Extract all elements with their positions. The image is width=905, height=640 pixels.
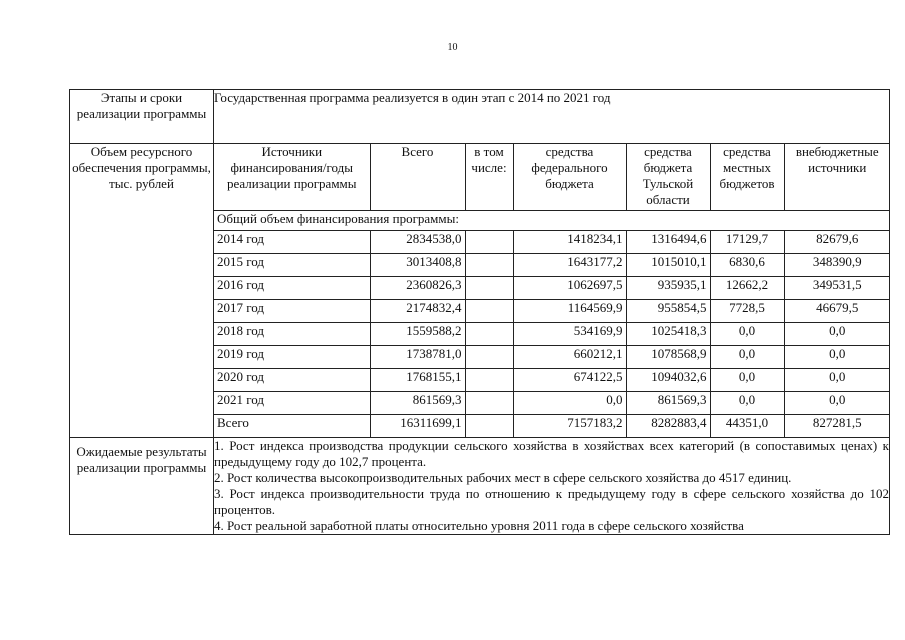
row-extrabudget: 0,0 xyxy=(784,369,890,392)
funding-row xyxy=(70,144,890,438)
row-including xyxy=(465,277,513,300)
row-federal: 0,0 xyxy=(513,392,626,415)
row-regional: 1078568,9 xyxy=(626,346,710,369)
row-including xyxy=(465,231,513,254)
table-row xyxy=(214,300,890,323)
table-row xyxy=(214,323,890,346)
header-federal: средства федерального бюджета xyxy=(513,144,626,211)
row-local: 0,0 xyxy=(710,323,784,346)
row-year: Всего xyxy=(214,415,370,438)
funding-total-label-row xyxy=(214,211,890,231)
row-local: 7728,5 xyxy=(710,300,784,323)
row-extrabudget: 0,0 xyxy=(784,392,890,415)
row-regional: 1094032,6 xyxy=(626,369,710,392)
page-number: 10 xyxy=(447,42,458,53)
row-regional: 8282883,4 xyxy=(626,415,710,438)
row-federal: 660212,1 xyxy=(513,346,626,369)
row-total: 16311699,1 xyxy=(370,415,465,438)
row-local: 6830,6 xyxy=(710,254,784,277)
table-row xyxy=(214,277,890,300)
row-year: 2017 год xyxy=(214,300,370,323)
row-federal: 1418234,1 xyxy=(513,231,626,254)
stages-text: Государственная программа реализуется в один этап с 2014 по 2021 год xyxy=(214,90,890,144)
row-federal: 674122,5 xyxy=(513,369,626,392)
header-local: средства местных бюджетов xyxy=(710,144,784,211)
row-local: 44351,0 xyxy=(710,415,784,438)
row-total: 2834538,0 xyxy=(370,231,465,254)
row-including xyxy=(465,300,513,323)
stages-label: Этапы и сроки реализации программы xyxy=(70,90,214,144)
row-total: 2360826,3 xyxy=(370,277,465,300)
funding-cell xyxy=(214,144,890,438)
row-regional: 1015010,1 xyxy=(626,254,710,277)
row-regional: 935935,1 xyxy=(626,277,710,300)
row-federal: 1062697,5 xyxy=(513,277,626,300)
header-regional: средства бюджета Тульской области xyxy=(626,144,710,211)
header-including: в том числе: xyxy=(465,144,513,211)
table-row xyxy=(214,254,890,277)
results-label: Ожидаемые результаты реализации программы xyxy=(70,438,214,535)
funding-table xyxy=(214,144,890,437)
funding-header-row xyxy=(214,144,890,211)
row-extrabudget: 348390,9 xyxy=(784,254,890,277)
table-row xyxy=(214,369,890,392)
row-extrabudget: 349531,5 xyxy=(784,277,890,300)
row-year: 2016 год xyxy=(214,277,370,300)
row-federal: 1164569,9 xyxy=(513,300,626,323)
row-local: 0,0 xyxy=(710,346,784,369)
row-regional: 1316494,6 xyxy=(626,231,710,254)
row-total: 861569,3 xyxy=(370,392,465,415)
row-local: 17129,7 xyxy=(710,231,784,254)
row-including xyxy=(465,346,513,369)
row-federal: 1643177,2 xyxy=(513,254,626,277)
row-including xyxy=(465,415,513,438)
row-year: 2015 год xyxy=(214,254,370,277)
list-item: 4. Рост реальной заработной платы относительно уровня 2011 года в сфере сельского хозяйства xyxy=(214,518,744,533)
row-including xyxy=(465,323,513,346)
row-total: 3013408,8 xyxy=(370,254,465,277)
row-extrabudget: 827281,5 xyxy=(784,415,890,438)
row-regional: 861569,3 xyxy=(626,392,710,415)
row-total: 1738781,0 xyxy=(370,346,465,369)
program-passport-table xyxy=(69,89,890,535)
row-total: 1559588,2 xyxy=(370,323,465,346)
row-extrabudget: 82679,6 xyxy=(784,231,890,254)
list-item: 2. Рост количества высокопроизводительных рабочих мест в сфере сельского хозяйства до 4517 единиц. xyxy=(214,470,792,485)
row-regional: 955854,5 xyxy=(626,300,710,323)
header-total: Всего xyxy=(370,144,465,211)
row-federal: 534169,9 xyxy=(513,323,626,346)
row-extrabudget: 0,0 xyxy=(784,323,890,346)
row-total: 2174832,4 xyxy=(370,300,465,323)
row-extrabudget: 0,0 xyxy=(784,346,890,369)
results-list xyxy=(214,438,890,535)
row-year: 2020 год xyxy=(214,369,370,392)
stages-row xyxy=(70,90,890,144)
funding-label: Объем ресурсного обеспечения программы, тыс. рублей xyxy=(70,144,214,438)
row-including xyxy=(465,254,513,277)
row-local: 0,0 xyxy=(710,392,784,415)
list-item: 1. Рост индекса производства продукции сельского хозяйства в хозяйствах всех категорий (в сопоставимых ценах) к предыдущему году до 102,7 процента. xyxy=(214,438,889,469)
row-local: 0,0 xyxy=(710,369,784,392)
row-year: 2014 год xyxy=(214,231,370,254)
row-local: 12662,2 xyxy=(710,277,784,300)
list-item: 3. Рост индекса производительности труда по отношению к предыдущему году в сфере сельского хозяйства до 102 процентов. xyxy=(214,486,889,517)
row-regional: 1025418,3 xyxy=(626,323,710,346)
row-year: 2019 год xyxy=(214,346,370,369)
row-including xyxy=(465,369,513,392)
table-row xyxy=(214,392,890,415)
row-extrabudget: 46679,5 xyxy=(784,300,890,323)
row-total: 1768155,1 xyxy=(370,369,465,392)
table-row-total xyxy=(214,415,890,438)
results-row xyxy=(70,438,890,535)
table-row xyxy=(214,346,890,369)
row-including xyxy=(465,392,513,415)
table-row xyxy=(214,231,890,254)
row-year: 2018 год xyxy=(214,323,370,346)
row-federal: 7157183,2 xyxy=(513,415,626,438)
funding-total-label: Общий объем финансирования программы: xyxy=(214,211,890,231)
header-sources: Источники финансирования/годы реализации программы xyxy=(214,144,370,211)
row-year: 2021 год xyxy=(214,392,370,415)
header-extrabudget: внебюджетные источники xyxy=(784,144,890,211)
